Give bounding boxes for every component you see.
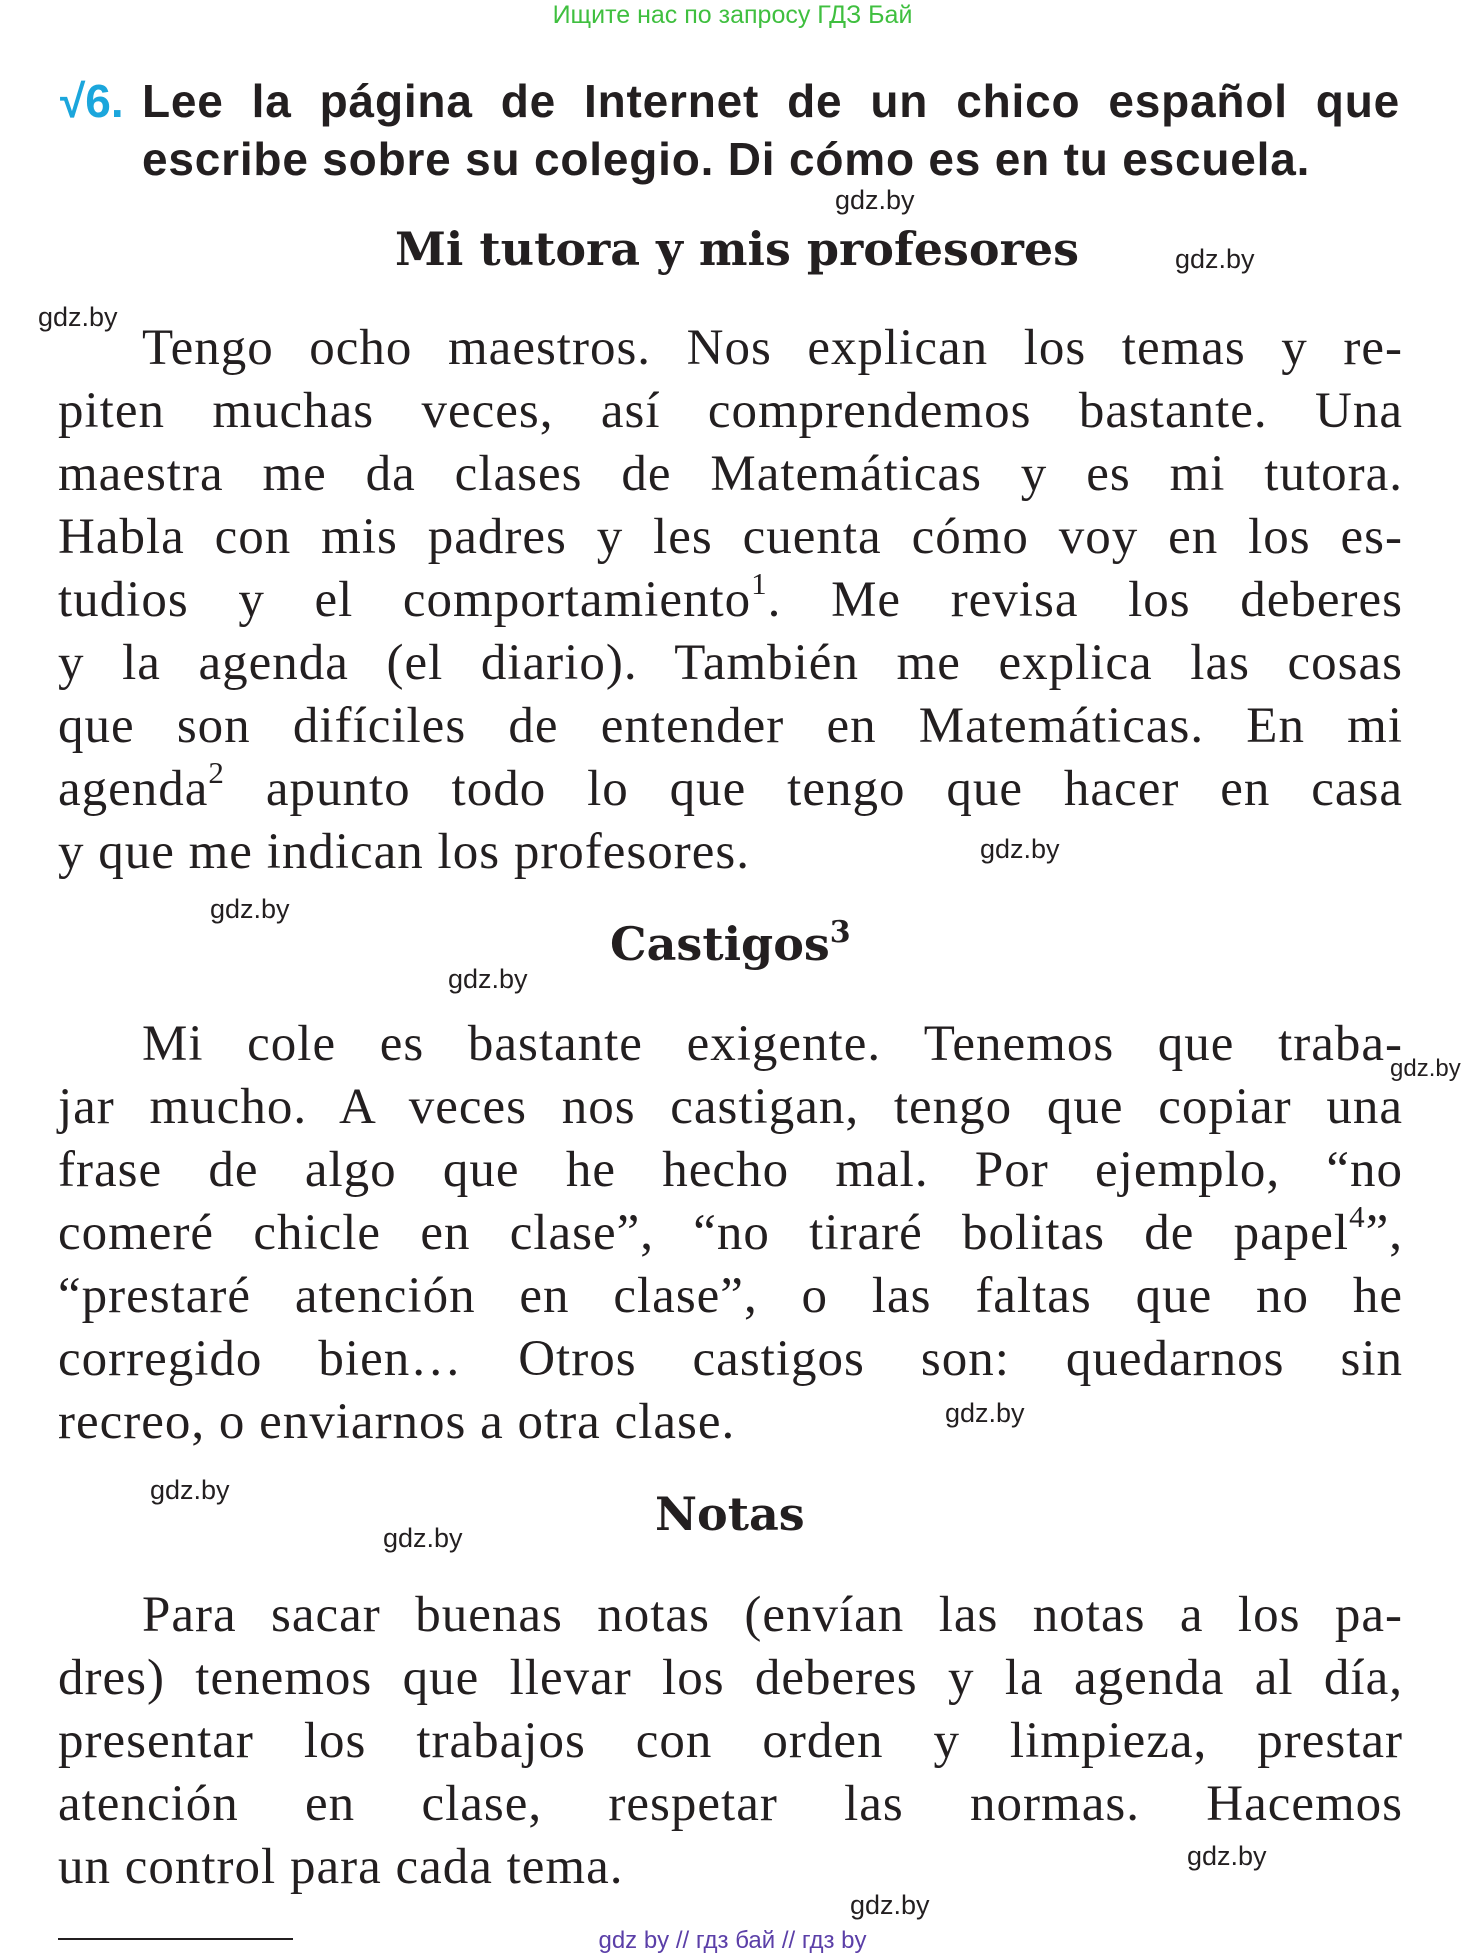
section-heading-castigos: Castigos$^3$ (610, 915, 851, 971)
text-line: Tengo ocho maestros. Nos explican los temas y re- (142, 320, 1403, 376)
text-line: presentar los trabajos con orden y limpieza, prestar (58, 1713, 1403, 1769)
text-line: atención en clase, respetar las normas. Hacemos (58, 1776, 1403, 1832)
paragraph-castigos (58, 1013, 1403, 1454)
watermark: gdz.by (448, 964, 528, 994)
text-line: y la agenda (el diario). También me explica las cosas (58, 635, 1403, 691)
top-banner: Ищите нас по запросу ГДЗ Бай (552, 1, 913, 29)
text-line: Mi cole es bastante exigente. Tenemos que traba- (142, 1016, 1403, 1072)
text-line: y que me indican los profesores. (58, 824, 750, 880)
text-line: maestra me da clases de Matemáticas y es mi tutora. (58, 446, 1403, 502)
watermark: gdz.by (383, 1523, 463, 1553)
watermark: gdz.by (38, 302, 118, 332)
text-line: jar mucho. A veces nos castigan, tengo que copiar una (58, 1079, 1403, 1135)
text-line: que son difíciles de entender en Matemáticas. En mi (58, 698, 1403, 754)
watermark: gdz.by (1175, 244, 1255, 274)
watermark: gdz.by (835, 185, 915, 215)
watermark: gdz.by (1187, 1841, 1267, 1871)
text-line (58, 566, 1404, 632)
footnote-mark: 3 (829, 915, 851, 950)
paragraph-tutora (58, 317, 1403, 884)
section-heading-notas: Notas (655, 1487, 805, 1541)
text-line: frase de algo que he hecho mal. Por ejemplo, “no (58, 1142, 1403, 1198)
text-line: un control para cada tema. (58, 1839, 624, 1895)
text-line (58, 755, 1403, 821)
text-fragment: comeré chicle en clase”, “no tiraré bolitas de papel (58, 1205, 1350, 1261)
task-number: √6. (60, 75, 124, 127)
watermark: gdz.by (945, 1398, 1025, 1428)
text-line (58, 1199, 1403, 1265)
watermark: gdz.by (980, 834, 1060, 864)
footnote-mark: 1 (751, 566, 768, 601)
section-heading-tutora: Mi tutora y mis profesores (395, 222, 1080, 276)
watermark: gdz.by (850, 1890, 930, 1920)
text-fragment: tudios y el comportamiento (58, 572, 752, 628)
bottom-banner: gdz by // гдз бай // гдз by (598, 1927, 867, 1954)
watermark: gdz.by (1390, 1055, 1461, 1082)
watermark: gdz.by (150, 1475, 230, 1505)
text-line: corregido bien… Otros castigos son: quedarnos sin (58, 1331, 1403, 1387)
footnote-mark: 4 (1349, 1199, 1366, 1234)
footnote-mark: 2 (208, 755, 225, 790)
text-fragment: . Me revisa los deberes (767, 572, 1404, 628)
text-line: Habla con mis padres y les cuenta cómo voy en los es- (58, 509, 1403, 565)
watermark: gdz.by (210, 894, 290, 924)
text-line: piten muchas veces, así comprendemos bastante. Una (58, 383, 1403, 439)
text-line: dres) tenemos que llevar los deberes y la agenda al día, (58, 1650, 1403, 1706)
task-text: Lee la página de Internet de un chico español que escribe sobre su colegio. Di cómo es en tu escuela. (142, 75, 1400, 185)
text-line: Para sacar buenas notas (envían las notas a los pa- (142, 1587, 1403, 1643)
text-line: “prestaré atención en clase”, o las faltas que no he (58, 1268, 1403, 1324)
text-line: recreo, o enviarnos a otra clase. (58, 1394, 736, 1450)
task-instruction (60, 72, 1400, 188)
text-fragment: agenda (58, 761, 209, 817)
text-fragment: apunto todo lo que tengo que hacer en casa (224, 761, 1403, 817)
text-fragment: ”, (1365, 1205, 1403, 1261)
